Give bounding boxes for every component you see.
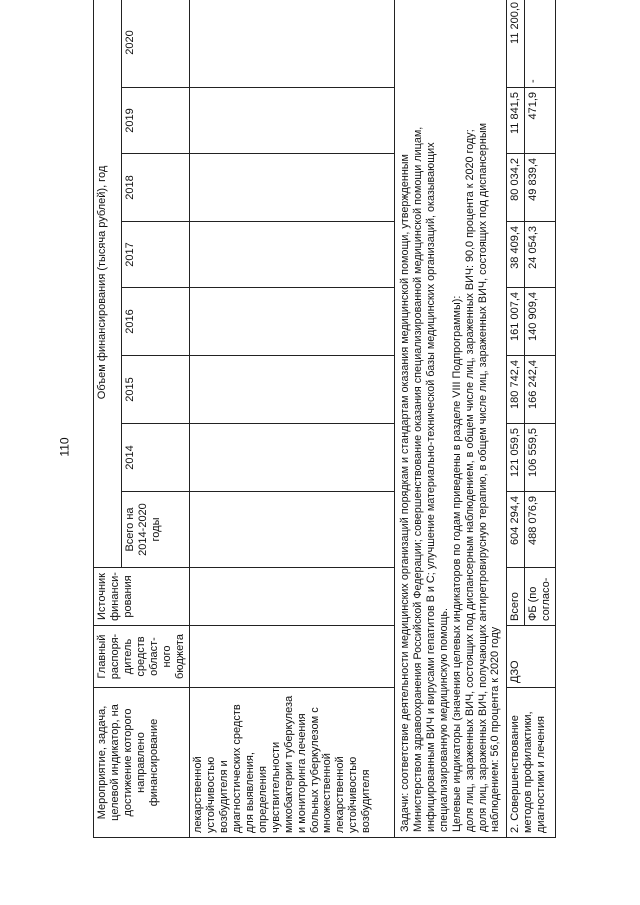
tasks-line: инфицированным ВИЧ и вирусами гепатитов В и С; улучшение материально-технической базы медицинских организаций, оказывающих	[424, 142, 437, 832]
tasks-line: Целевые индикаторы (значения целевых индикаторов по годам приведены в разделе VIII Подпрограммы):	[450, 295, 463, 832]
total-cell: 604 294,4	[507, 492, 525, 568]
measure2-manager: ДЗО	[507, 626, 556, 688]
header-manager: Главный распоря-дитель средств област-ного бюджета	[94, 626, 190, 688]
header-year: 2017	[121, 222, 189, 288]
value-cell: 24 054,3	[525, 222, 556, 288]
source-cell: ФБ (по согласо-	[525, 568, 556, 626]
value-cell: 180 742,4	[507, 356, 525, 424]
header-funding-title: Объем финансирования (тысяча рублей), год	[94, 0, 122, 568]
rotated-table-container	[93, 1, 553, 838]
tasks-line: доля лиц, зараженных ВИЧ, состоящих под диспансерным наблюдением, в общем числе лиц, зараженных ВИЧ: 90,0 процента к 2020 году;	[463, 129, 476, 832]
header-year: 2018	[121, 154, 189, 222]
value-cell: 106 559,5	[525, 424, 556, 492]
value-cell: 38 409,4	[507, 222, 525, 288]
tasks-block	[394, 0, 507, 838]
header-year: 2016	[121, 288, 189, 356]
tasks-line: доля лиц, зараженных ВИЧ, получающих антиретровирусную терапию, в общем числе лиц, зараженных ВИЧ, состоящих под диспансерным	[476, 123, 489, 832]
value-cell: -	[525, 0, 556, 88]
tasks-line: специализированную медицинскую помощь.	[437, 607, 450, 832]
measure2-title: 2. Совершенствование методов профилактики, диагностики и лечения	[507, 688, 556, 838]
value-cell: 80 034,2	[507, 154, 525, 222]
value-cell: 161 007,4	[507, 288, 525, 356]
header-year: 2014	[121, 424, 189, 492]
value-cell: 140 909,4	[525, 288, 556, 356]
continuation-row	[189, 0, 394, 838]
value-cell: 11 200,0	[507, 0, 525, 88]
measure2-row-total	[507, 0, 525, 838]
tasks-line: наблюдением: 56,0 процента к 2020 году	[489, 626, 502, 832]
header-year: 2020	[121, 0, 189, 88]
value-cell: 166 242,4	[525, 356, 556, 424]
continuation-measure-text: лекарственной устойчивостью возбудителя и диагностических средств для выявления, определения чувствительности микобактерии туберкулеза и мониторинга лечения больных туберкулезом с множественной лекарственной устойчивостью возбудителя	[189, 688, 394, 838]
value-cell: 121 059,5	[507, 424, 525, 492]
header-total: Всего на 2014-2020 годы	[121, 492, 189, 568]
header-measure: Мероприятие, задача, целевой индикатор, на достижение которого направлено финансирование	[94, 688, 190, 838]
header-year: 2019	[121, 88, 189, 154]
source-cell: Всего	[507, 568, 525, 626]
total-cell: 488 076,9	[525, 492, 556, 568]
financing-table	[93, 0, 556, 838]
header-year: 2015	[121, 356, 189, 424]
tasks-row	[394, 0, 507, 838]
header-row-1	[94, 0, 122, 838]
header-source: Источник финанси-рования	[94, 568, 190, 626]
page-number: 110	[57, 437, 72, 457]
tasks-line: Задачи: соответствие деятельности медицинских организаций порядкам и стандартам оказания медицинской помощи, утвержденным	[398, 154, 411, 832]
value-cell: 471,9	[525, 88, 556, 154]
value-cell: 11 841,5	[507, 88, 525, 154]
tasks-line: Министерством здравоохранения Российской Федерации; совершенствование оказания специализированной медицинской помощи лицам,	[411, 126, 424, 832]
value-cell: 49 839,4	[525, 154, 556, 222]
